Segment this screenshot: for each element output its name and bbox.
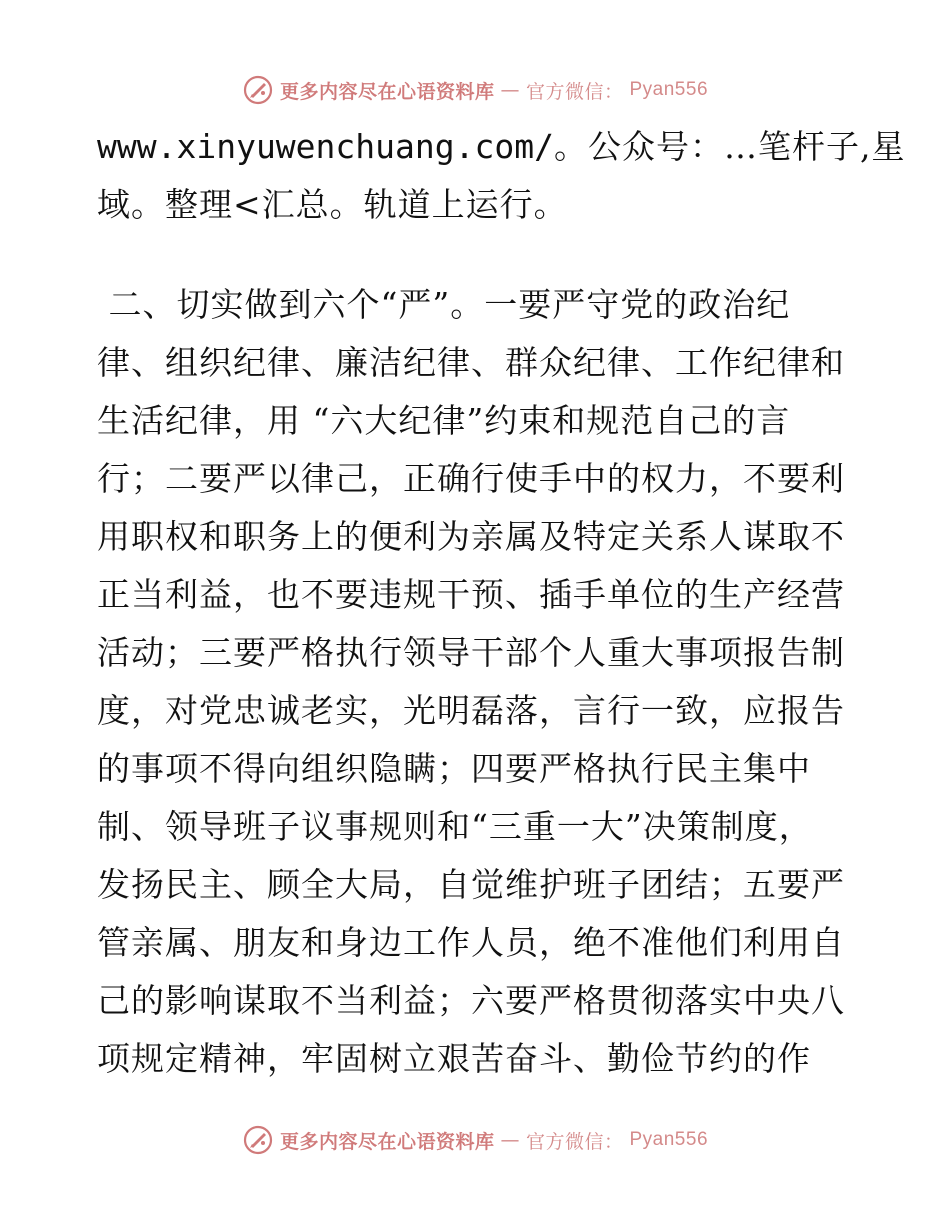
- paragraph2-line: 发扬民主、顾全大局，自觉维护班子团结；五要严: [97, 865, 845, 904]
- banner-wechat-label: 官方微信：: [525, 1130, 624, 1153]
- paragraph-gap: [97, 234, 852, 276]
- paragraph2-line: 二、切实做到六个“严”。一要严守党的政治纪: [97, 285, 791, 324]
- paragraph2-line: 生活纪律，用 “六大纪律”约束和规范自己的言: [97, 401, 791, 440]
- banner-separator: —: [500, 1129, 520, 1151]
- document-body: [97, 118, 906, 1088]
- paragraph2-line: 项规定精神，牢固树立艰苦奋斗、勤俭节约的作: [97, 1039, 811, 1078]
- paragraph2-line: 管亲属、朋友和身边工作人员，绝不准他们利用自: [97, 923, 845, 962]
- paragraph2-line: 用职权和职务上的便利为亲属及特定关系人谋取不: [97, 517, 845, 556]
- banner-separator: —: [500, 79, 520, 101]
- banner-wechat-id: Pyan556: [629, 79, 709, 100]
- paragraph1-line1-rest: 。公众号：…笔杆子,星: [553, 127, 906, 166]
- paragraph2-line: 己的影响谋取不当利益；六要严格贯彻落实中央八: [97, 981, 845, 1020]
- banner-wechat-id: Pyan556: [629, 1129, 709, 1150]
- footer-banner: [0, 1124, 950, 1156]
- banner-brand: 更多内容尽在心语资料库: [279, 1130, 495, 1153]
- paragraph2-line: 的事项不得向组织隐瞒；四要严格执行民主集中: [97, 749, 811, 788]
- banner-brand: 更多内容尽在心语资料库: [279, 80, 495, 103]
- paragraph2-line: 度，对党忠诚老实，光明磊落，言行一致，应报告: [97, 691, 845, 730]
- paragraph2-line: 制、领导班子议事规则和“三重一大”决策制度，: [97, 807, 813, 846]
- paragraph1-line1: [97, 118, 906, 176]
- header-banner: [0, 74, 950, 106]
- paragraph2-line: 行；二要严以律己，正确行使手中的权力，不要利: [97, 459, 845, 498]
- website-url: www.xinyuwenchuang.com/: [97, 127, 554, 166]
- paragraph2-line: 律、组织纪律、廉洁纪律、群众纪律、工作纪律和: [97, 343, 845, 382]
- quill-logo-icon: [242, 74, 274, 106]
- banner-wechat-label: 官方微信：: [525, 80, 624, 103]
- paragraph2: [97, 276, 852, 1088]
- paragraph2-line: 活动；三要严格执行领导干部个人重大事项报告制: [97, 633, 845, 672]
- quill-logo-icon: [242, 1124, 274, 1156]
- paragraph1-line2: 域。整理<汇总。轨道上运行。: [97, 185, 568, 224]
- paragraph2-line: 正当利益，也不要违规干预、插手单位的生产经营: [97, 575, 845, 614]
